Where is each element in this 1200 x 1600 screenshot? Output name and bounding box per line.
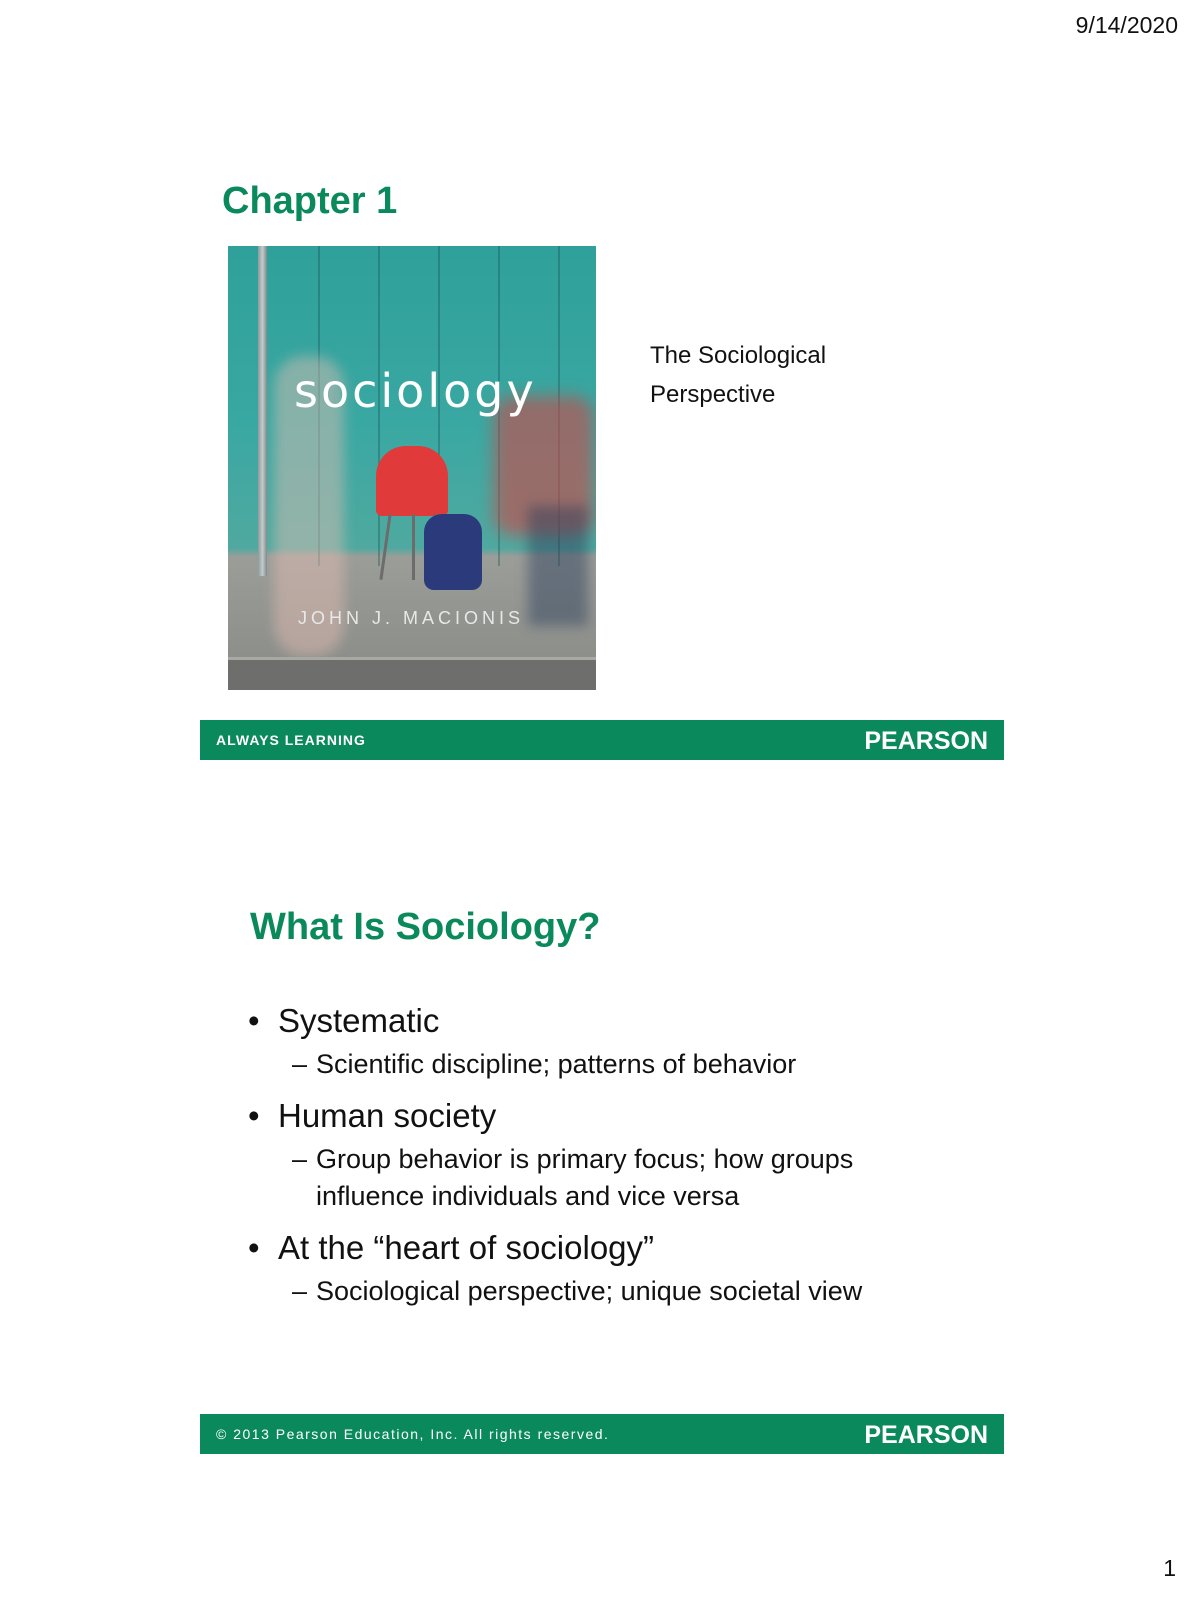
pearson-logo: PEARSON xyxy=(864,1421,988,1449)
sub-bullet-item: – Group behavior is primary focus; how groups xyxy=(292,1144,854,1174)
always-learning-label: ALWAYS LEARNING xyxy=(216,732,366,748)
cover-author: JOHN J. MACIONIS xyxy=(298,608,525,628)
page-number: 1 xyxy=(1163,1555,1176,1581)
subtitle-line-1: The Sociological xyxy=(650,342,827,369)
slide-title-chapter: Chapter 1 xyxy=(222,180,398,222)
bullet-item: • Systematic xyxy=(248,1002,440,1039)
copyright-label: © 2013 Pearson Education, Inc. All rights reserved. xyxy=(216,1426,610,1442)
bullet-list xyxy=(248,1002,862,1310)
subtitle-line-2: Perspective xyxy=(650,381,776,408)
chair-shape xyxy=(376,446,448,516)
slide2-footer-bar xyxy=(200,1414,1004,1454)
slide-title-what-is-sociology: What Is Sociology? xyxy=(250,906,601,948)
slide-subtitle xyxy=(650,336,826,414)
backpack-shape xyxy=(424,514,482,590)
cover-title: sociology xyxy=(294,364,537,418)
sub-bullet-item: – Sociological perspective; unique societal view xyxy=(292,1276,863,1306)
book-cover-image xyxy=(228,246,596,690)
page-date: 9/14/2020 xyxy=(1075,12,1178,38)
sub-bullet-item: – Scientific discipline; patterns of behavior xyxy=(292,1049,797,1079)
bullet-item: • At the “heart of sociology” xyxy=(248,1229,655,1266)
sub-bullet-continuation: influence individuals and vice versa xyxy=(316,1181,740,1211)
pearson-logo: PEARSON xyxy=(864,727,988,755)
bullet-item: • Human society xyxy=(248,1097,497,1134)
slide1-footer-bar xyxy=(200,720,1004,760)
